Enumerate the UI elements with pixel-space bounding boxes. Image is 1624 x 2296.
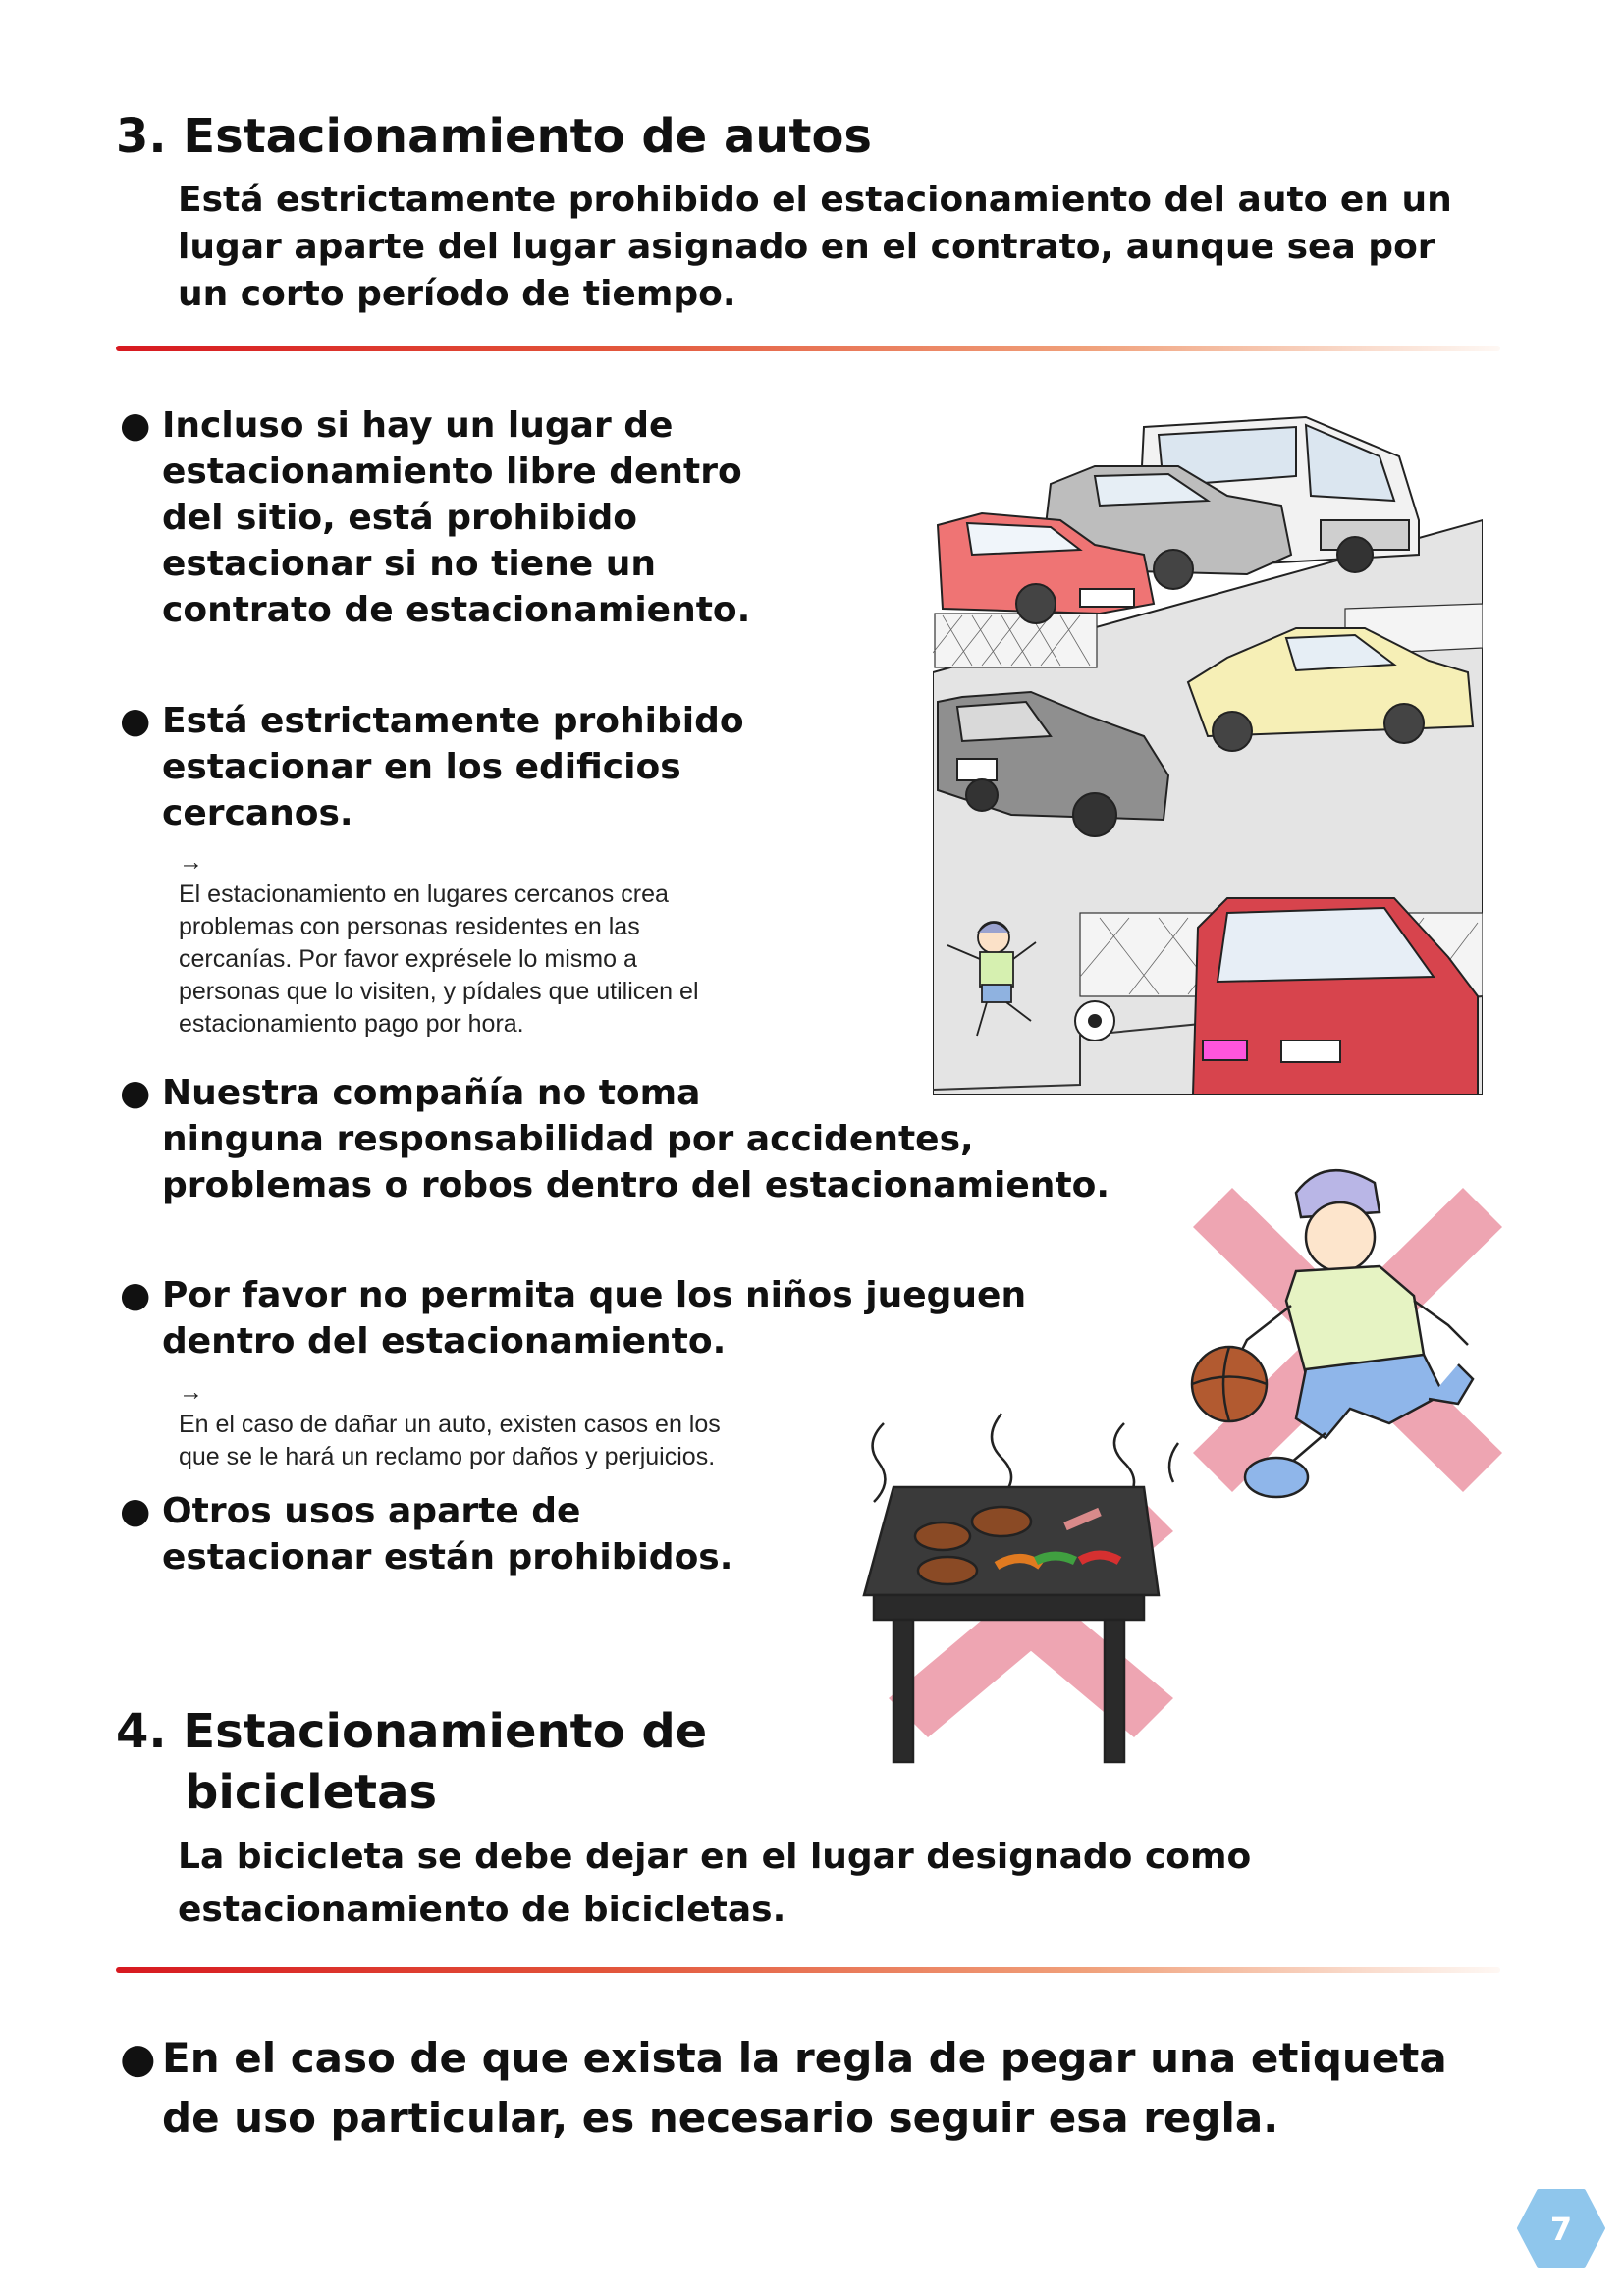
section-4-title-line: bicicletas	[185, 1765, 438, 1820]
section-3-title: 3. Estacionamiento de autos	[116, 109, 872, 164]
bullet-item	[120, 698, 744, 836]
bullet-line: del sitio, está prohibido	[162, 498, 638, 538]
note-line: En el caso de dañar un auto, existen casos en los	[179, 1411, 721, 1438]
bullet-line: Otros usos aparte de	[162, 1491, 581, 1531]
note-line: que se le hará un reclamo por daños y perjuicios.	[179, 1443, 716, 1470]
bullet-line: de uso particular, es necesario seguir esa regla.	[162, 2094, 1279, 2142]
section-4-title	[116, 1701, 707, 1823]
bullet-note	[179, 1376, 721, 1473]
bullet-line: contrato de estacionamiento.	[162, 590, 751, 630]
bullet-note	[179, 846, 699, 1041]
lead-line: lugar aparte del lugar asignado en el contrato, aunque sea por	[178, 227, 1435, 267]
bullet-line: ninguna responsabilidad por accidentes,	[162, 1119, 974, 1159]
bullet-line: cercanos.	[162, 793, 353, 833]
bullet-line: problemas o robos dentro del estacionamiento.	[162, 1165, 1110, 1205]
arrow-icon: →	[179, 1378, 203, 1406]
section-4-title-line: 4. Estacionamiento de	[116, 1704, 708, 1759]
page-number-badge	[1517, 2189, 1605, 2268]
bullet-item	[120, 1272, 1027, 1364]
lead-line: un corto período de tiempo.	[178, 274, 736, 314]
bullet-line: Nuestra compañía no toma	[162, 1073, 701, 1113]
bullet-dot: ●	[120, 1275, 151, 1315]
bullet-dot: ●	[120, 2034, 156, 2082]
child-basketball-icon	[1178, 1153, 1492, 1536]
lead-line: estacionamiento de bicicletas.	[178, 1890, 786, 1930]
section-3-lead	[178, 177, 1452, 318]
lead-line: La bicicleta se debe dejar en el lugar designado como	[178, 1837, 1252, 1877]
bullet-item	[120, 1488, 733, 1580]
section-divider	[116, 1967, 1500, 1973]
page-number: 7	[1549, 2211, 1573, 2248]
bullet-line: estacionar si no tiene un	[162, 544, 656, 584]
bullet-dot: ●	[120, 1073, 151, 1113]
note-line: personas que lo visiten, y pídales que utilicen el	[179, 978, 699, 1005]
bullet-line: estacionar están prohibidos.	[162, 1537, 733, 1577]
bullet-line: Por favor no permita que los niños jueguen	[162, 1275, 1027, 1315]
bullet-dot: ●	[120, 1491, 151, 1531]
section-divider	[116, 346, 1500, 351]
bullet-dot: ●	[120, 405, 151, 446]
barbecue-grill-icon	[854, 1404, 1198, 1767]
note-line: estacionamiento pago por hora.	[179, 1010, 524, 1038]
bullet-line: Incluso si hay un lugar de	[162, 405, 674, 446]
parking-lot-illustration-icon	[933, 407, 1483, 1095]
bullet-dot: ●	[120, 701, 151, 741]
bullet-line: En el caso de que exista la regla de pegar una etiqueta	[162, 2034, 1447, 2082]
bullet-line: dentro del estacionamiento.	[162, 1321, 727, 1362]
note-line: problemas con personas residentes en las	[179, 913, 640, 940]
bullet-line: estacionamiento libre dentro	[162, 452, 742, 492]
bullet-line: estacionar en los edificios	[162, 747, 681, 787]
section-4-lead	[178, 1831, 1251, 1937]
arrow-icon: →	[179, 848, 203, 876]
bullet-item	[120, 2028, 1447, 2148]
lead-line: Está estrictamente prohibido el estacionamiento del auto en un	[178, 180, 1452, 220]
note-line: El estacionamiento en lugares cercanos crea	[179, 881, 669, 908]
bullet-item	[120, 402, 751, 633]
note-line: cercanías. Por favor exprésele lo mismo a	[179, 945, 637, 973]
bullet-line: Está estrictamente prohibido	[162, 701, 744, 741]
